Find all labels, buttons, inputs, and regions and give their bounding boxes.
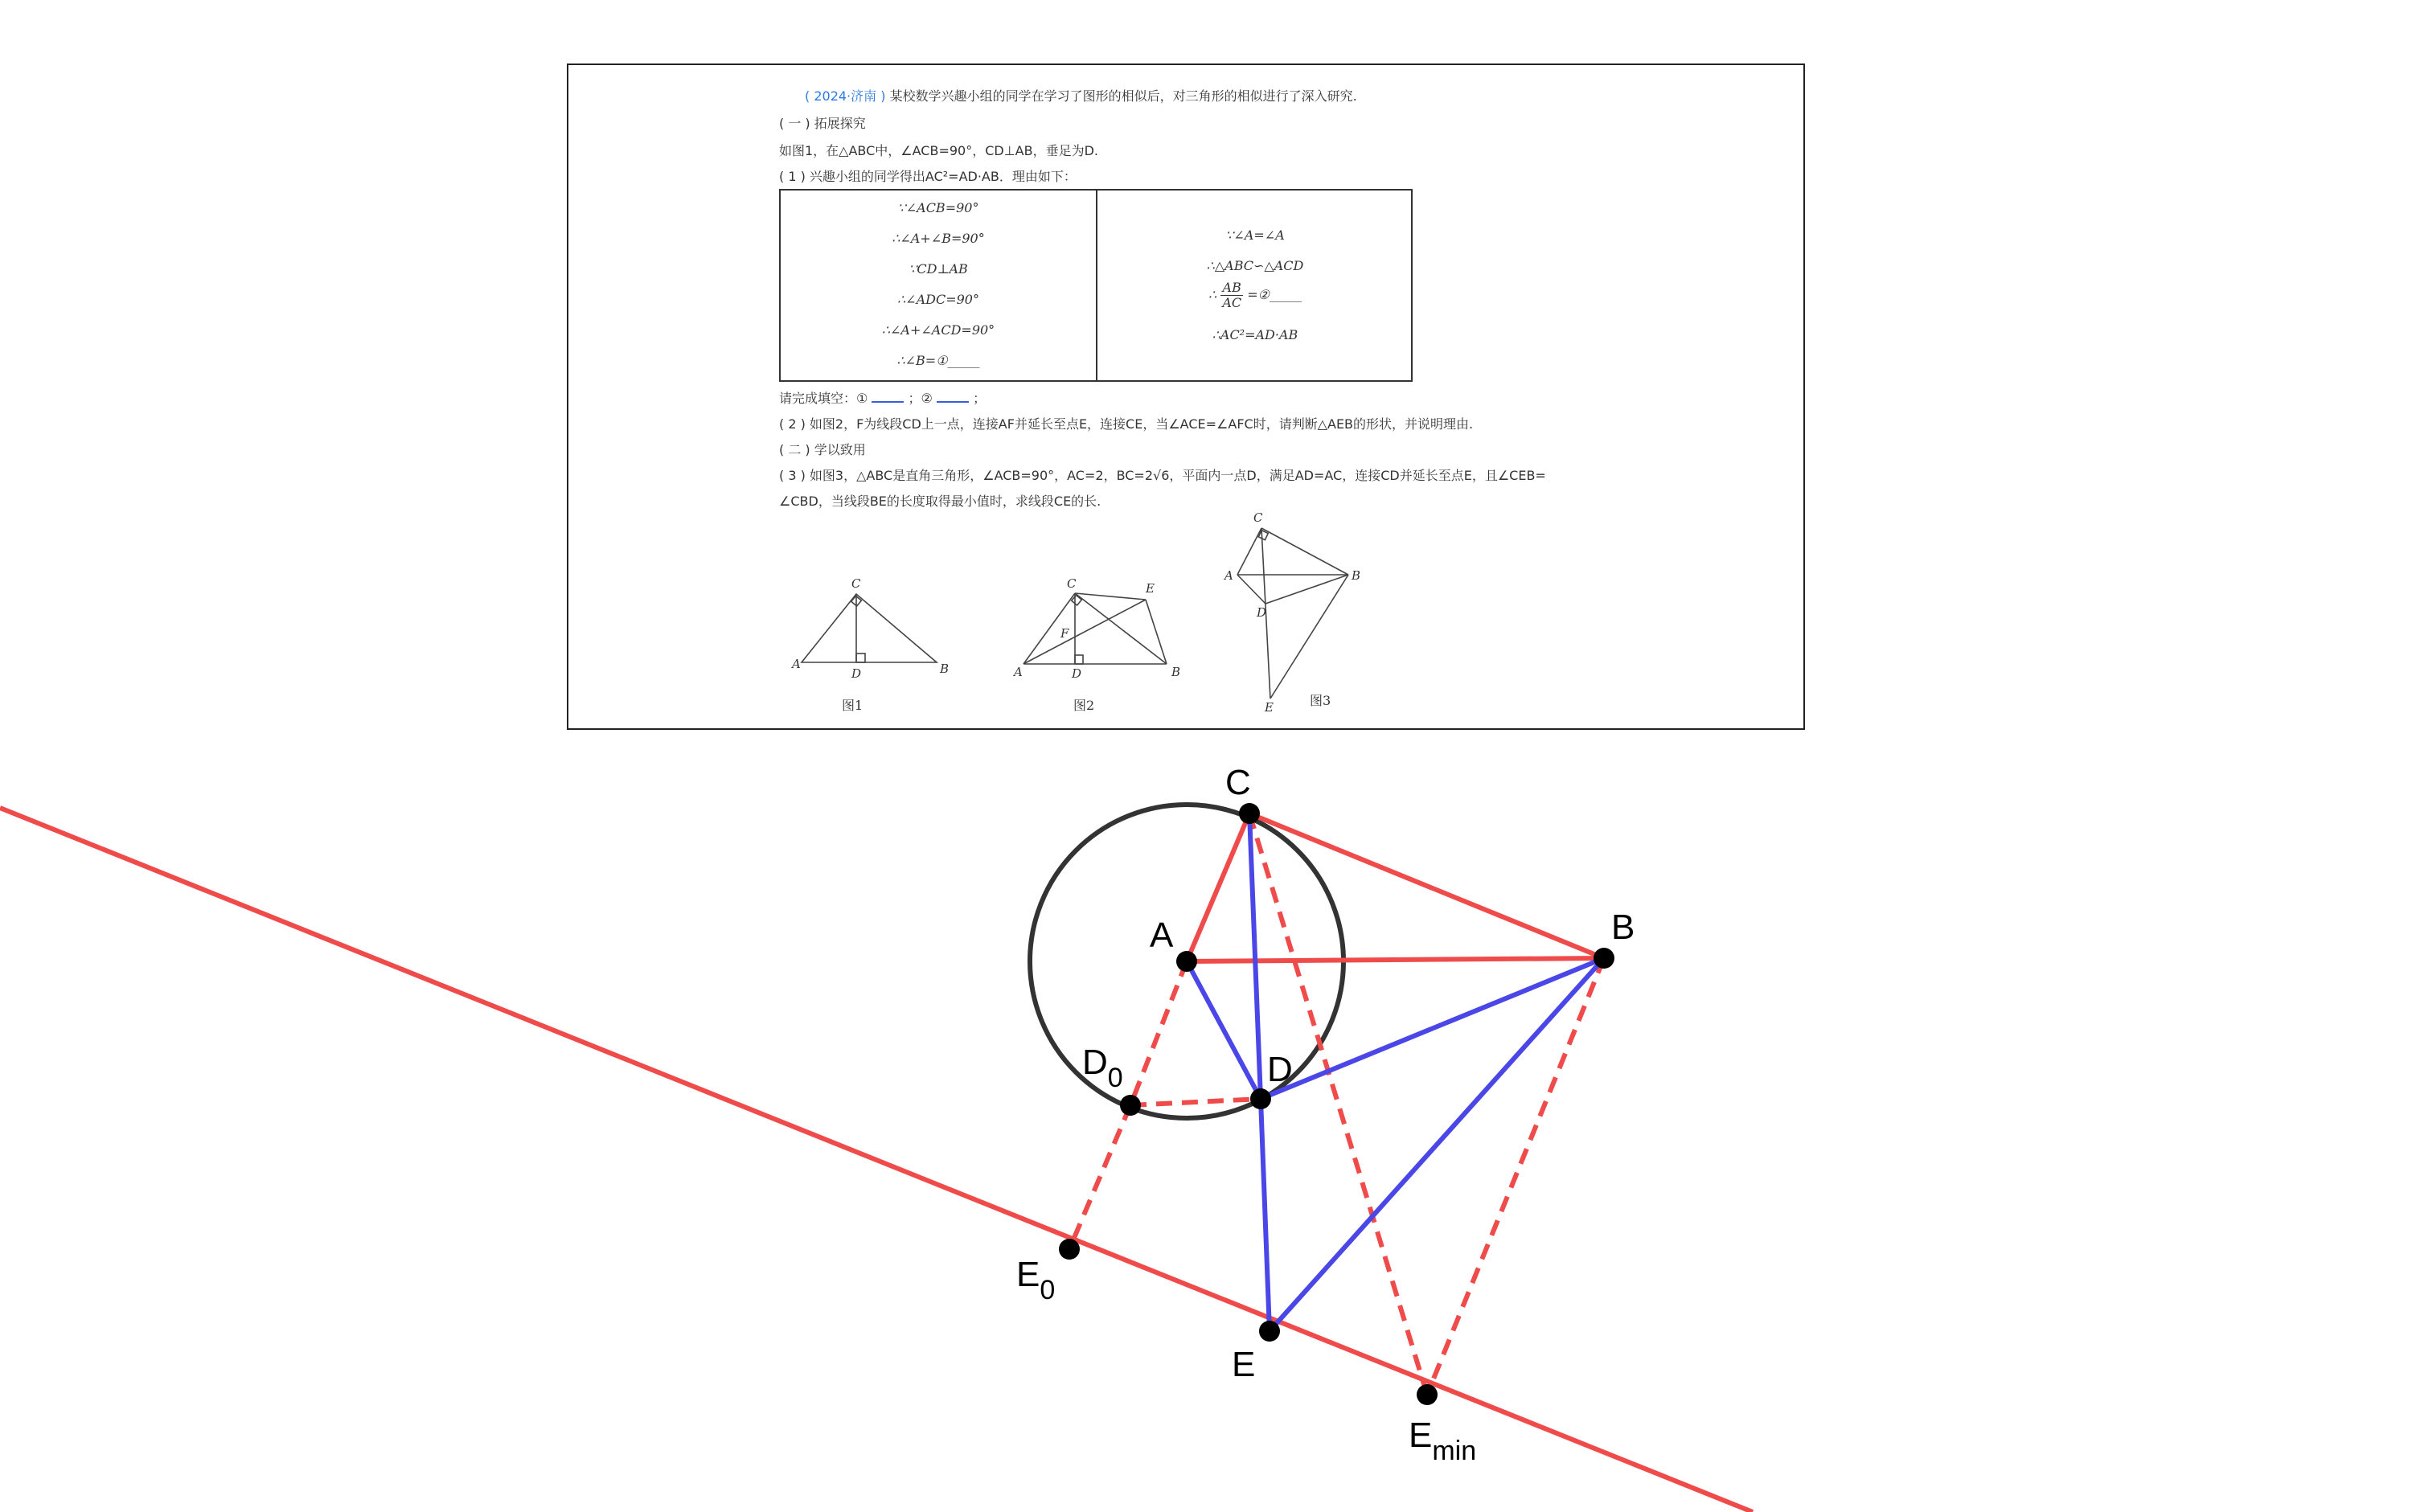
fill-prompt: 请完成填空：① <box>779 391 868 406</box>
segment-db <box>1261 958 1604 1099</box>
table-left-row: ∴∠B=①_____ <box>896 353 980 368</box>
label-e0-main: E <box>1016 1255 1040 1294</box>
fig2-label-e: E <box>1146 581 1155 596</box>
label-d: D <box>1267 1050 1293 1089</box>
question-3-line2: ∠CBD，当线段BE的长度取得最小值时，求线段CE的长. <box>779 494 1101 509</box>
segment-de <box>1261 1099 1270 1331</box>
segment-ab <box>1187 958 1604 961</box>
fraction-denominator: AC <box>1222 295 1242 310</box>
point-c[interactable] <box>1239 803 1260 824</box>
point-a[interactable] <box>1176 951 1197 972</box>
fig3-label-b: B <box>1352 568 1361 583</box>
fig3-label-d: D <box>1257 605 1267 620</box>
table-right-row: ∴AC²=AD·AB <box>1212 327 1298 342</box>
dashed-d0-d <box>1130 1099 1261 1105</box>
fill-separator: ；② <box>908 391 933 406</box>
dashed-d0-e0 <box>1069 1105 1130 1249</box>
fig3-label-e: E <box>1265 700 1274 715</box>
question-2: ( 2 ) 如图2，F为线段CD上一点，连接AF并延长至点E，连接CE，当∠ACE=∠AFC时，请判断△AEB的形状，并说明理由. <box>779 416 1474 432</box>
label-emin-main: E <box>1409 1416 1433 1455</box>
question-1: ( 1 ) 兴趣小组的同学得出AC²=AD·AB．理由如下： <box>779 169 1077 184</box>
table-left-row: ∴∠A+∠ACD=90° <box>881 322 995 338</box>
fig2-label-b: B <box>1171 665 1181 679</box>
dashed-a-d0 <box>1130 961 1187 1105</box>
fig3-label-a: A <box>1224 568 1233 583</box>
figure-1-caption: 图1 <box>842 698 863 713</box>
fig2-label-c: C <box>1067 576 1077 591</box>
table-left-row: ∵CD⊥AB <box>909 261 968 277</box>
dashed-c-emin <box>1249 813 1427 1395</box>
point-e0[interactable] <box>1059 1239 1080 1260</box>
label-b: B <box>1611 908 1635 947</box>
point-b[interactable] <box>1594 948 1614 969</box>
segment-cd <box>1249 813 1261 1099</box>
segment-ca <box>1187 813 1249 961</box>
label-a: A <box>1150 916 1174 955</box>
point-d0[interactable] <box>1120 1095 1141 1116</box>
point-d[interactable] <box>1250 1088 1271 1109</box>
label-d0-main: D <box>1082 1043 1108 1082</box>
part2-heading: ( 二 ) 学以致用 <box>779 442 866 457</box>
point-emin[interactable] <box>1417 1384 1438 1405</box>
fraction-numerator: AB <box>1220 281 1243 296</box>
part1-heading: ( 一 ) 拓展探究 <box>779 116 866 131</box>
label-emin-sub: min <box>1432 1436 1477 1466</box>
fig1-label-a: A <box>792 657 801 671</box>
label-c: C <box>1225 763 1251 802</box>
fill-end: ； <box>973 391 987 406</box>
point-e[interactable] <box>1259 1321 1280 1342</box>
fig1-description: 如图1，在△ABC中，∠ACB=90°，CD⊥AB，垂足为D. <box>779 143 1098 158</box>
table-right-row: ∴△ABC∽△ACD <box>1206 258 1304 273</box>
fig1-label-d: D <box>851 666 862 681</box>
label-e: E <box>1232 1345 1256 1384</box>
fig1-label-c: C <box>851 576 861 591</box>
label-e0 <box>1016 1255 1055 1305</box>
figure-2-caption: 图2 <box>1073 698 1095 713</box>
table-left-row: ∴∠ADC=90° <box>897 292 979 307</box>
label-d0-sub: 0 <box>1107 1063 1123 1093</box>
fig2-label-a: A <box>1014 665 1023 679</box>
question-3-line1: ( 3 ) 如图3，△ABC是直角三角形，∠ACB=90°，AC=2，BC=2√6，平面内一点D，满足AD=AC，连接CD并延长至点E，且∠CEB= <box>779 468 1546 483</box>
fig3-label-c: C <box>1253 510 1263 525</box>
table-right-row: ∵∠A=∠A <box>1225 227 1285 243</box>
label-emin <box>1409 1416 1476 1466</box>
therefore-symbol: ∴ <box>1208 287 1217 302</box>
fig2-label-f: F <box>1060 626 1069 641</box>
source-tag[interactable]: ( 2024·济南 ) <box>805 88 886 104</box>
table-left-row: ∴∠A+∠B=90° <box>892 231 985 246</box>
table-left-row: ∵∠ACB=90° <box>897 200 979 215</box>
problem-intro: 某校数学兴趣小组的同学在学习了图形的相似后，对三角形的相似进行了深入研究. <box>889 88 1357 104</box>
fig1-label-b: B <box>940 662 950 676</box>
dashed-b-emin <box>1427 958 1604 1395</box>
fraction-rhs: =②_____ <box>1247 287 1302 302</box>
label-e0-sub: 0 <box>1040 1275 1056 1305</box>
fig2-label-d: D <box>1072 666 1082 681</box>
segment-eb <box>1270 958 1604 1331</box>
segment-cb <box>1249 813 1604 958</box>
figure-3-caption: 图3 <box>1310 693 1331 708</box>
segment-ad <box>1187 961 1261 1099</box>
